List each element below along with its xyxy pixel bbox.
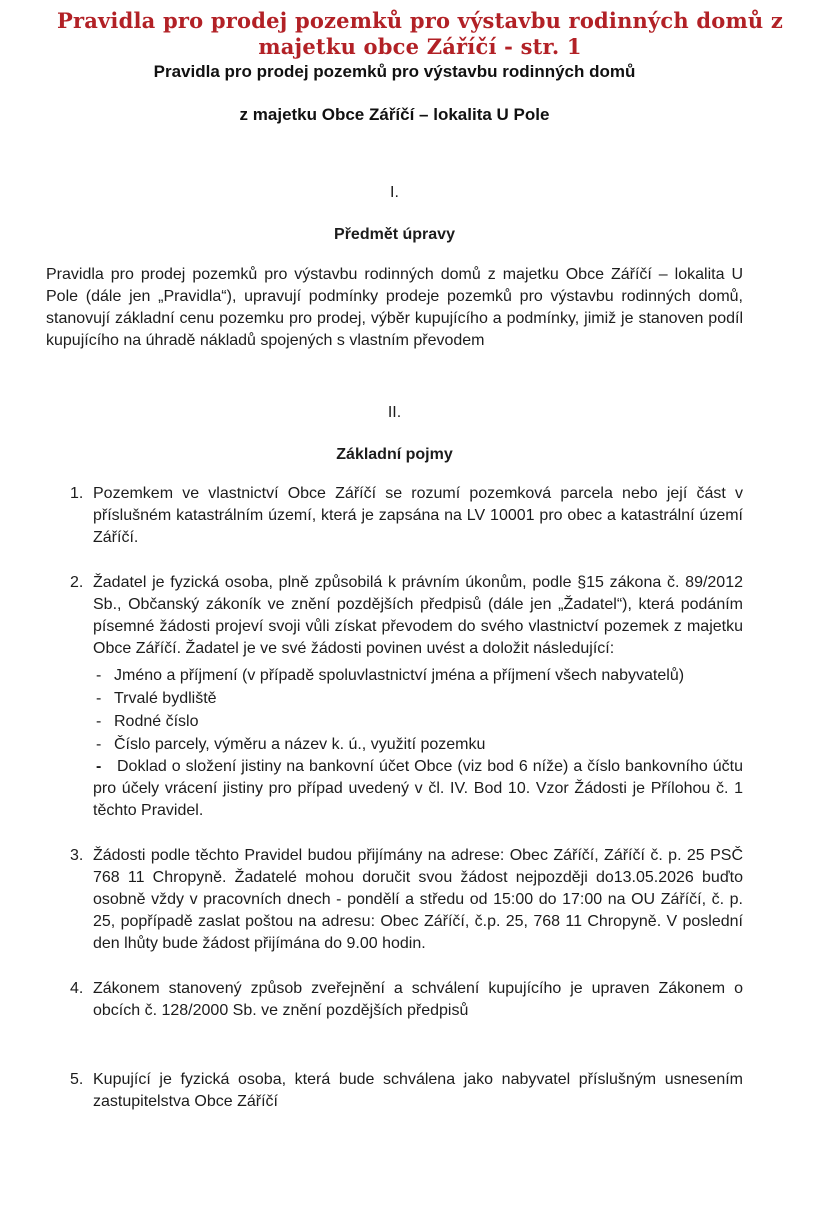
list-item-number: 3. (70, 847, 84, 864)
dash-marker: - (96, 758, 102, 775)
list-item-body (93, 845, 743, 955)
dash-marker: - (96, 690, 102, 707)
list-item-text: Pozemkem ve vlastnictví Obce Záříčí se rozumí pozemková parcela nebo její část v příslušném katastrálním území, která je zapsána na LV 10001 pro obec a katastrální území Záříčí. (93, 485, 743, 546)
section-1-paragraph: Pravidla pro prodej pozemků pro výstavbu rodinných domů z majetku Obce Záříčí – lokalita U Pole (dále jen „Pravidla“), upravují podmínky prodeje pozemků pro výstavbu rodinných domů, stanovují základní cenu pozemku pro prodej, výběr kupujícího a podmínky, jimiž je stanoven podíl kupujícího na úhradě nákladů spojených s vlastním převodem (46, 266, 743, 349)
list-item-body (93, 978, 743, 1022)
list-item-number: 2. (70, 574, 84, 591)
list-item-number: 1. (70, 485, 84, 502)
sub-bullet-text: Rodné číslo (114, 713, 199, 730)
sub-bullet-text: Jméno a příjmení (v případě spoluvlastnictví jména a příjmení všech nabyvatelů) (114, 667, 685, 684)
list-item-text: Žadatel je fyzická osoba, plně způsobilá k právním úkonům, podle §15 zákona č. 89/2012 Sb., Občanský zákoník ve znění pozdějších předpisů (dále jen „Žadatel“), která podáním písemné žádosti projeví svoji vůli získat převodem do svého vlastnictví pozemek z majetku Obce Záříčí. Žadatel je ve své žádosti povinen uvést a doložit následující: (93, 574, 743, 657)
numbered-list (46, 483, 743, 1113)
section-2-numeral: II. (387, 404, 402, 421)
section-2-heading: Základní pojmy (336, 446, 453, 463)
section-1-heading: Předmět úpravy (334, 226, 455, 243)
list-item (70, 845, 743, 955)
hanging-bullet (93, 756, 743, 822)
page-header-red-title: Pravidla pro prodej pozemků pro výstavbu rodinných domů z majetku obce Záříčí - str. 1 (56, 8, 784, 59)
list-item (70, 483, 743, 549)
list-item-text: Zákonem stanovený způsob zveřejnění a schválení kupujícího je upraven Zákonem o obcích č. 128/2000 Sb. ve znění pozdějších předpisů (93, 980, 743, 1019)
dash-marker: - (96, 713, 102, 730)
list-item-body (93, 483, 743, 549)
document-content (0, 61, 840, 1113)
list-item (70, 978, 743, 1022)
document-subtitle: z majetku Obce Záříčí – lokalita U Pole (239, 105, 550, 124)
list-item-text: Žádosti podle těchto Pravidel budou přijímány na adrese: Obec Záříčí, Záříčí č. p. 25 PSČ 768 11 Chropyně. Žadatelé mohou doručit svou žádost nejpozději do13.05.2026 buďto osobně vždy v pracovních dnech - pondělí a středu od 15:00 do 17:00 na OU Záříčí, č. p. 25, popřípadě zaslat poštou na adresu: Obec Záříčí, č.p. 25, 768 11 Chropyně. V poslední den lhůty bude žádost přijímána do 9.00 hodin. (93, 847, 743, 952)
list-item-number: 4. (70, 980, 84, 997)
list-item-body (93, 1069, 743, 1113)
document-title: Pravidla pro prodej pozemků pro výstavbu rodinných domů (153, 62, 636, 81)
list-item-text: Kupující je fyzická osoba, která bude schválena jako nabyvatel příslušným usnesením zastupitelstva Obce Záříčí (93, 1071, 743, 1110)
hanging-bullet-text: Doklad o složení jistiny na bankovní účet Obce (viz bod 6 níže) a číslo bankovního účtu pro účely vrácení jistiny pro případ uvedený v čl. IV. Bod 10. Vzor Žádosti je Přílohou č. 1 těchto Pravidel. (93, 758, 743, 819)
sub-bullet-text: Trvalé bydliště (114, 690, 217, 707)
sub-bullet-list (93, 664, 743, 822)
sub-bullet-item (93, 687, 743, 710)
sub-bullet-item (93, 733, 743, 756)
sub-bullet-item (93, 710, 743, 733)
section-1-numeral: I. (390, 184, 399, 201)
document-page (0, 8, 840, 1208)
list-item (70, 572, 743, 822)
list-item-body (93, 572, 743, 822)
list-item-number: 5. (70, 1071, 84, 1088)
sub-bullet-item (93, 664, 743, 687)
dash-marker: - (96, 736, 102, 753)
sub-bullet-text: Číslo parcely, výměru a název k. ú., využití pozemku (114, 736, 486, 753)
list-item (70, 1069, 743, 1113)
dash-marker: - (96, 667, 102, 684)
